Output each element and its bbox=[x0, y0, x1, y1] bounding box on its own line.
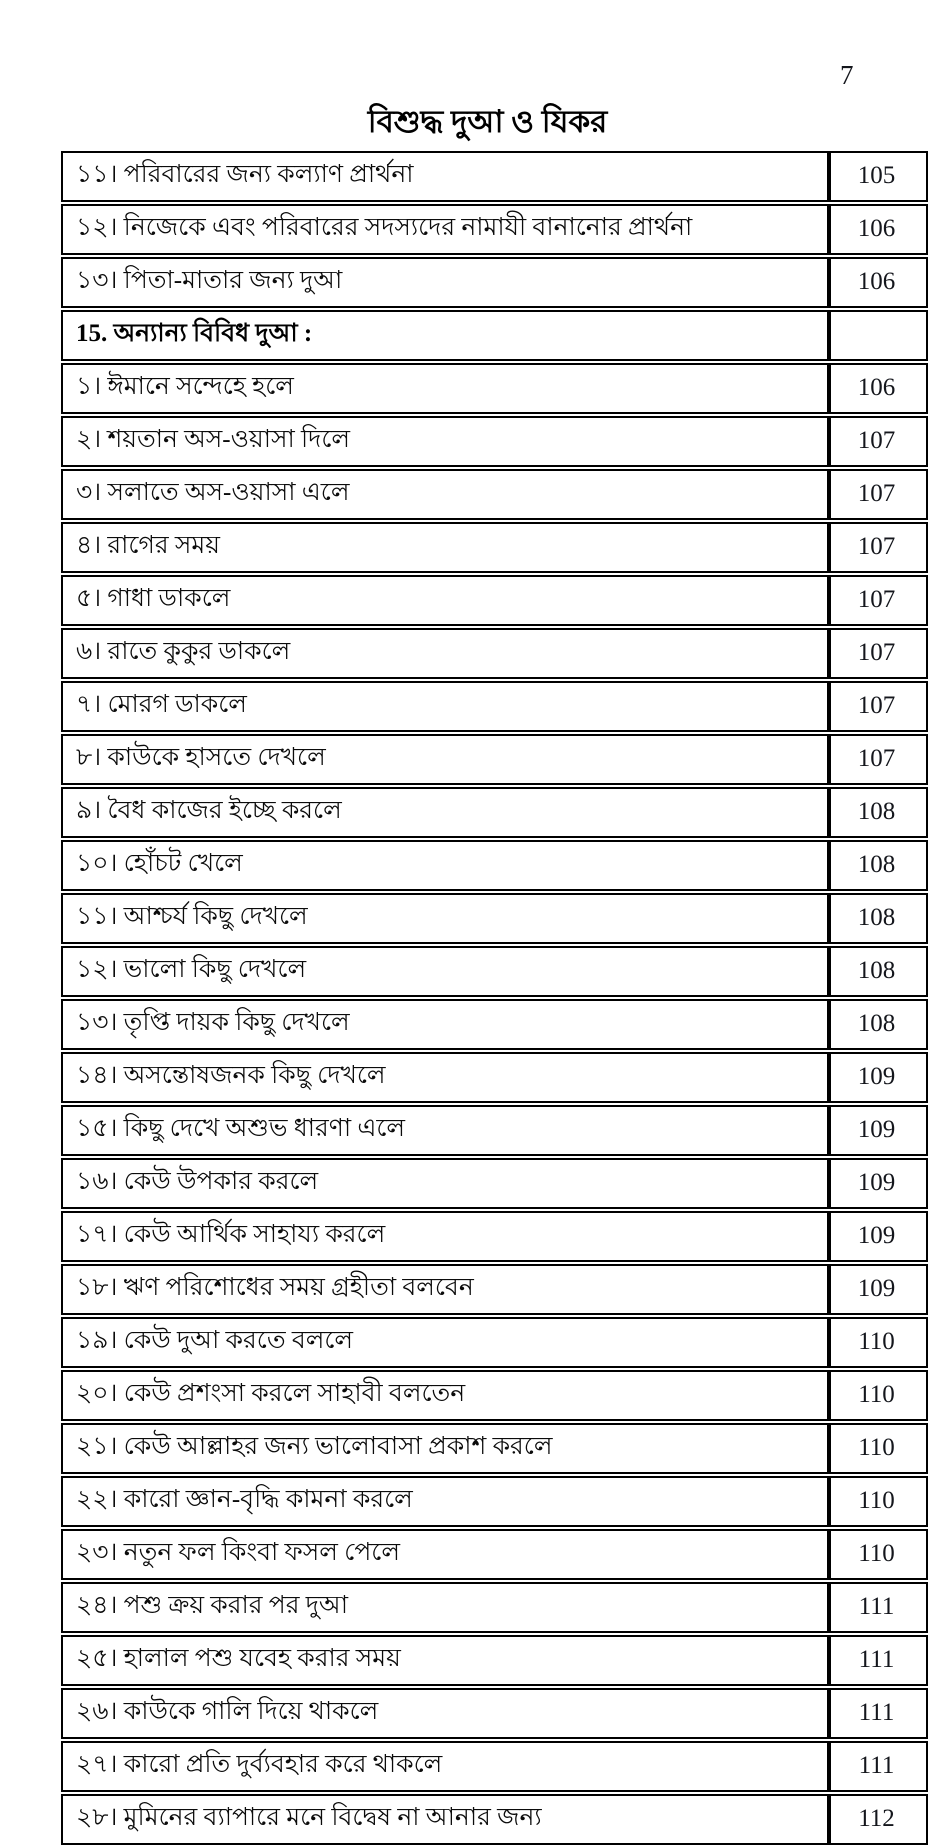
toc-entry-page bbox=[829, 310, 928, 361]
table-row bbox=[61, 204, 928, 255]
toc-entry-title: ৩। সলাতে অস-ওয়াসা এলে bbox=[61, 469, 829, 520]
table-row bbox=[61, 893, 928, 944]
table-row bbox=[61, 1211, 928, 1262]
toc-entry-page: 107 bbox=[829, 469, 928, 520]
table-row bbox=[61, 787, 928, 838]
toc-entry-title: ১২। ভালো কিছু দেখলে bbox=[61, 946, 829, 997]
toc-entry-page: 110 bbox=[829, 1423, 928, 1474]
table-row bbox=[61, 946, 928, 997]
toc-entry-title: ৫। গাধা ডাকলে bbox=[61, 575, 829, 626]
toc-entry-page: 112 bbox=[829, 1794, 928, 1845]
toc-entry-page: 107 bbox=[829, 681, 928, 732]
toc-entry-page: 110 bbox=[829, 1476, 928, 1527]
table-row bbox=[61, 1582, 928, 1633]
toc-entry-page: 106 bbox=[829, 363, 928, 414]
toc-entry-title: ১৬। কেউ উপকার করলে bbox=[61, 1158, 829, 1209]
toc-entry-page: 108 bbox=[829, 946, 928, 997]
table-row bbox=[61, 1317, 928, 1368]
table-row bbox=[61, 310, 928, 361]
toc-entry-title: ২৫। হালাল পশু যবেহ করার সময় bbox=[61, 1635, 829, 1686]
table-row bbox=[61, 1741, 928, 1792]
table-row bbox=[61, 734, 928, 785]
table-row bbox=[61, 1105, 928, 1156]
toc-entry-page: 109 bbox=[829, 1211, 928, 1262]
toc-entry-page: 107 bbox=[829, 734, 928, 785]
toc-entry-title: ২। শয়তান অস-ওয়াসা দিলে bbox=[61, 416, 829, 467]
toc-entry-title: ২০। কেউ প্রশংসা করলে সাহাবী বলতেন bbox=[61, 1370, 829, 1421]
toc-entry-title: ২৭। কারো প্রতি দুর্ব্যবহার করে থাকলে bbox=[61, 1741, 829, 1792]
toc-entry-page: 110 bbox=[829, 1317, 928, 1368]
toc-entry-title: ৬। রাতে কুকুর ডাকলে bbox=[61, 628, 829, 679]
page-number: 7 bbox=[840, 60, 854, 90]
table-row bbox=[61, 257, 928, 308]
table-row bbox=[61, 1052, 928, 1103]
toc-entry-title: ২২। কারো জ্ঞান-বৃদ্ধি কামনা করলে bbox=[61, 1476, 829, 1527]
toc-entry-page: 110 bbox=[829, 1370, 928, 1421]
toc-entry-title: ২৩। নতুন ফল কিংবা ফসল পেলে bbox=[61, 1529, 829, 1580]
table-row bbox=[61, 1370, 928, 1421]
table-row bbox=[61, 840, 928, 891]
toc-entry-title: ১৩। তৃপ্তি দায়ক কিছু দেখলে bbox=[61, 999, 829, 1050]
toc-entry-page: 109 bbox=[829, 1264, 928, 1315]
table-row bbox=[61, 999, 928, 1050]
toc-entry-page: 107 bbox=[829, 416, 928, 467]
toc-entry-title: ৮। কাউকে হাসতে দেখলে bbox=[61, 734, 829, 785]
toc-entry-title: ২১। কেউ আল্লাহর জন্য ভালোবাসা প্রকাশ করলে bbox=[61, 1423, 829, 1474]
page-title: বিশুদ্ধ দুআ ও যিকর bbox=[367, 104, 608, 139]
table-row bbox=[61, 681, 928, 732]
toc-entry-title: 15. অন্যান্য বিবিধ দুআ : bbox=[61, 310, 829, 361]
toc-table bbox=[61, 149, 928, 1847]
table-row bbox=[61, 1794, 928, 1845]
toc-entry-title: ২৮। মুমিনের ব্যাপারে মনে বিদ্বেষ না আনার জন্য bbox=[61, 1794, 829, 1845]
toc-entry-page: 107 bbox=[829, 522, 928, 573]
toc-entry-page: 111 bbox=[829, 1741, 928, 1792]
toc-entry-page: 111 bbox=[829, 1688, 928, 1739]
toc-entry-title: ২৬। কাউকে গালি দিয়ে থাকলে bbox=[61, 1688, 829, 1739]
toc-entry-page: 109 bbox=[829, 1158, 928, 1209]
toc-entry-title: ১১। আশ্চর্য কিছু দেখলে bbox=[61, 893, 829, 944]
toc-entry-title: ১৫। কিছু দেখে অশুভ ধারণা এলে bbox=[61, 1105, 829, 1156]
toc-entry-page: 109 bbox=[829, 1105, 928, 1156]
toc-entry-page: 107 bbox=[829, 575, 928, 626]
table-row bbox=[61, 469, 928, 520]
toc-entry-page: 106 bbox=[829, 257, 928, 308]
table-row bbox=[61, 1529, 928, 1580]
table-row bbox=[61, 1264, 928, 1315]
toc-entry-title: ১২। নিজেকে এবং পরিবারের সদস্যদের নামাযী বানানোর প্রার্থনা bbox=[61, 204, 829, 255]
table-row bbox=[61, 1476, 928, 1527]
toc-entry-title: ৪। রাগের সময় bbox=[61, 522, 829, 573]
toc-entry-title: ১৩। পিতা-মাতার জন্য দুআ bbox=[61, 257, 829, 308]
table-row bbox=[61, 416, 928, 467]
toc-entry-page: 108 bbox=[829, 999, 928, 1050]
toc-entry-page: 105 bbox=[829, 151, 928, 202]
toc-entry-title: ১৭। কেউ আর্থিক সাহায্য করলে bbox=[61, 1211, 829, 1262]
toc-entry-title: ১১। পরিবারের জন্য কল্যাণ প্রার্থনা bbox=[61, 151, 829, 202]
table-row bbox=[61, 1423, 928, 1474]
toc-entry-page: 108 bbox=[829, 787, 928, 838]
toc-entry-page: 107 bbox=[829, 628, 928, 679]
table-row bbox=[61, 1635, 928, 1686]
toc-entry-title: ১৪। অসন্তোষজনক কিছু দেখলে bbox=[61, 1052, 829, 1103]
table-row bbox=[61, 1158, 928, 1209]
table-row bbox=[61, 522, 928, 573]
table-row bbox=[61, 151, 928, 202]
toc-entry-title: ১। ঈমানে সন্দেহে হলে bbox=[61, 363, 829, 414]
toc-entry-page: 106 bbox=[829, 204, 928, 255]
toc-entry-title: ১৮। ঋণ পরিশোধের সময় গ্রহীতা বলবেন bbox=[61, 1264, 829, 1315]
table-row bbox=[61, 575, 928, 626]
toc-table-body bbox=[61, 151, 928, 1845]
table-row bbox=[61, 628, 928, 679]
table-row bbox=[61, 1688, 928, 1739]
toc-entry-page: 111 bbox=[829, 1582, 928, 1633]
table-row bbox=[61, 363, 928, 414]
toc-entry-title: ১০। হোঁচট খেলে bbox=[61, 840, 829, 891]
toc-entry-title: ৭। মোরগ ডাকলে bbox=[61, 681, 829, 732]
toc-entry-title: ১৯। কেউ দুআ করতে বললে bbox=[61, 1317, 829, 1368]
toc-entry-title: ৯। বৈধ কাজের ইচ্ছে করলে bbox=[61, 787, 829, 838]
toc-entry-page: 108 bbox=[829, 893, 928, 944]
toc-entry-page: 111 bbox=[829, 1635, 928, 1686]
toc-entry-page: 108 bbox=[829, 840, 928, 891]
toc-entry-title: ২৪। পশু ক্রয় করার পর দুআ bbox=[61, 1582, 829, 1633]
toc-entry-page: 109 bbox=[829, 1052, 928, 1103]
toc-entry-page: 110 bbox=[829, 1529, 928, 1580]
